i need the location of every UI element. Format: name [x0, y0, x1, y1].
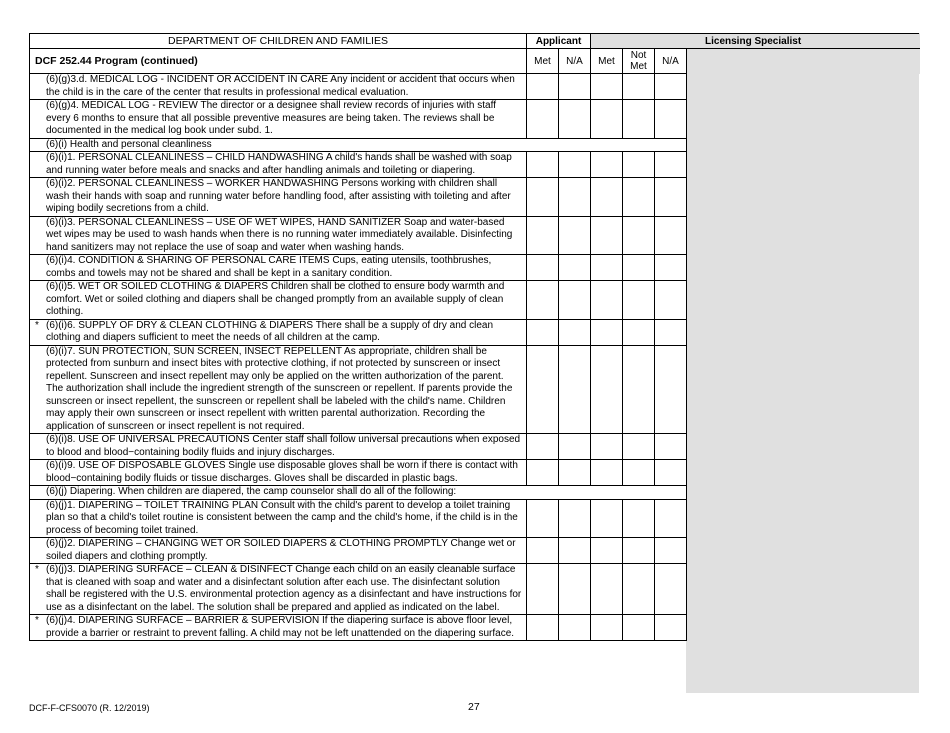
applicant-met-cell[interactable]: [527, 255, 559, 281]
applicant-na-cell[interactable]: [559, 74, 591, 100]
requirement-label: (6)(i)2. PERSONAL CLEANLINESS – WORKER HANDWASHING Persons working with children shall wash their hands with soap and running water before handling food, after assisting with toileting and after wiping bodily secretions from a child.: [46, 178, 511, 214]
ls-na-cell[interactable]: [655, 178, 687, 217]
page-number: 27: [468, 701, 480, 713]
ls-na-cell[interactable]: [655, 74, 687, 100]
ls-na-cell[interactable]: [655, 615, 687, 641]
requirement-label: (6)(j)2. DIAPERING – CHANGING WET OR SOILED DIAPERS & CLOTHING PROMPTLY Change wet or soiled diapers and clothing promptly.: [46, 538, 516, 562]
requirement-text: [30, 460, 527, 486]
ls-met-cell[interactable]: [591, 538, 623, 564]
requirement-text: [30, 615, 527, 641]
ls-met-cell[interactable]: [591, 499, 623, 538]
applicant-na-cell[interactable]: [559, 434, 591, 460]
requirement-label: (6)(g)3.d. MEDICAL LOG - INCIDENT OR ACCIDENT IN CARE Any incident or accident that occurs when the child is in the care of the center that results in professional medical evaluation.: [46, 74, 515, 98]
applicant-na-header: N/A: [559, 49, 591, 74]
checklist-row: [30, 178, 920, 217]
ls-na-cell[interactable]: [655, 281, 687, 320]
requirement-text: [30, 319, 527, 345]
ls-met-cell[interactable]: [591, 255, 623, 281]
ls-not-met-cell[interactable]: [623, 345, 655, 434]
applicant-na-cell[interactable]: [559, 538, 591, 564]
section-title: [30, 486, 687, 500]
requirement-label: (6)(j)4. DIAPERING SURFACE – BARRIER & SUPERVISION If the diapering surface is above floor level, provide a barrier or restraint to prevent falling. A child may not be left unattended on the diapering surface.: [46, 615, 515, 639]
ls-met-cell[interactable]: [591, 564, 623, 615]
asterisk-marker: *: [35, 615, 39, 626]
requirement-text: [30, 499, 527, 538]
ls-not-met-cell[interactable]: [623, 319, 655, 345]
checklist-row: [30, 152, 920, 178]
requirement-label: (6)(i)7. SUN PROTECTION, SUN SCREEN, INSECT REPELLENT As appropriate, children shall be protected from sunburn and insect bites with protective clothing, if not protected by sunscreen or insect repellent. Sunscreen and insect repellent may only be applied on the written authorization of the parent. The authorization shall include the ingredient strength of the sunscreen or repellent. If parents provide the sunscreen or insect repellent, the sunscreen or repellent shall be labeled with the child's name. Children may apply their own sunscreen or insect repellent with written parental authorization. Recording the application of sunscreen or insect repellent is not required.: [46, 345, 513, 432]
applicant-na-cell[interactable]: [559, 152, 591, 178]
applicant-met-cell[interactable]: [527, 460, 559, 486]
ls-met-cell[interactable]: [591, 319, 623, 345]
checklist-table: [29, 33, 920, 641]
requirement-text: [30, 178, 527, 217]
requirement-label: (6)(i)1. PERSONAL CLEANLINESS – CHILD HANDWASHING A child's hands shall be washed with soap and running water before meals and snacks and after handling animals and toileting or diapering.: [46, 152, 512, 176]
requirement-text: [30, 216, 527, 255]
requirement-label: (6)(g)4. MEDICAL LOG - REVIEW The director or a designee shall review records of injuries with staff every 6 months to ensure that all possible preventive measures are being taken. The reviews shall be documented in the medical log book under subd. 1.: [46, 100, 496, 136]
header-row-2: [30, 49, 920, 74]
ls-met-cell[interactable]: [591, 100, 623, 139]
ls-not-met-cell[interactable]: [623, 499, 655, 538]
checklist-row: [30, 434, 920, 460]
applicant-met-cell[interactable]: [527, 216, 559, 255]
ls-not-met-cell[interactable]: [623, 538, 655, 564]
applicant-met-cell[interactable]: [527, 434, 559, 460]
requirement-text: [30, 564, 527, 615]
ls-met-cell[interactable]: [591, 216, 623, 255]
asterisk-marker: *: [35, 319, 39, 331]
ls-na-cell[interactable]: [655, 152, 687, 178]
requirement-label: (6)(j)1. DIAPERING – TOILET TRAINING PLAN Consult with the child's parent to develop a toilet training plan so that a child's toilet routine is consistent between the camp and the child's home, if the child is in the process of becoming toilet trained.: [46, 499, 518, 536]
applicant-met-cell[interactable]: [527, 615, 559, 641]
requirement-label: (6)(j)3. DIAPERING SURFACE – CLEAN & DISINFECT Change each child on an easily cleanable surface that is cleaned with soap and water and a disinfectant solution after each use. The disinfectant solution shall be registered with the U.S. environmental protection agency as a disinfectant and have instructions for use as a disinfectant on the label. The solution shall be prepared and applied as indicated on the label.: [46, 564, 522, 613]
checklist-row: [30, 281, 920, 320]
applicant-na-cell[interactable]: [559, 319, 591, 345]
applicant-na-cell[interactable]: [559, 281, 591, 320]
section-header-row: [30, 486, 920, 500]
department-title: DEPARTMENT OF CHILDREN AND FAMILIES: [30, 34, 527, 49]
ls-na-cell[interactable]: [655, 319, 687, 345]
requirement-label: (6)(i) Health and personal cleanliness: [46, 138, 212, 150]
applicant-met-cell[interactable]: [527, 319, 559, 345]
ls-na-header: N/A: [655, 49, 687, 74]
ls-not-met-cell[interactable]: [623, 281, 655, 320]
ls-na-cell[interactable]: [655, 538, 687, 564]
applicant-met-cell[interactable]: [527, 152, 559, 178]
ls-not-met-cell[interactable]: [623, 615, 655, 641]
applicant-met-cell[interactable]: [527, 281, 559, 320]
applicant-na-cell[interactable]: [559, 216, 591, 255]
ls-not-met-cell[interactable]: [623, 216, 655, 255]
ls-not-met-cell[interactable]: [623, 564, 655, 615]
ls-not-met-cell[interactable]: [623, 178, 655, 217]
checklist-row: [30, 319, 920, 345]
checklist-row: [30, 460, 920, 486]
ls-na-cell[interactable]: [655, 434, 687, 460]
checklist-row: [30, 499, 920, 538]
checklist-row: [30, 564, 920, 615]
applicant-na-cell[interactable]: [559, 100, 591, 139]
applicant-na-cell[interactable]: [559, 460, 591, 486]
applicant-met-header: Met: [527, 49, 559, 74]
section-title: [30, 138, 687, 152]
section-header-row: [30, 138, 920, 152]
checklist-row: [30, 538, 920, 564]
ls-met-cell[interactable]: [591, 178, 623, 217]
applicant-header: Applicant: [527, 34, 591, 49]
applicant-met-cell[interactable]: [527, 564, 559, 615]
program-title: DCF 252.44 Program (continued): [30, 49, 527, 74]
requirement-label: (6)(i)8. USE OF UNIVERSAL PRECAUTIONS Center staff shall follow universal precautions when exposed to blood and blood−containing bodily fluids and injury discharges.: [46, 434, 521, 458]
requirement-text: [30, 74, 527, 100]
applicant-na-cell[interactable]: [559, 615, 591, 641]
requirement-label: (6)(i)9. USE OF DISPOSABLE GLOVES Single use disposable gloves shall be worn if there is contact with blood−containing bodily fluids or tissue discharges. Gloves shall be discarded in plastic bags.: [46, 460, 518, 484]
requirement-text: [30, 434, 527, 460]
applicant-na-cell[interactable]: [559, 178, 591, 217]
ls-met-cell[interactable]: [591, 152, 623, 178]
ls-not-met-cell[interactable]: [623, 434, 655, 460]
ls-na-cell[interactable]: [655, 564, 687, 615]
ls-comment-column: [687, 49, 920, 74]
applicant-met-cell[interactable]: [527, 100, 559, 139]
requirement-text: [30, 100, 527, 139]
ls-met-cell[interactable]: [591, 74, 623, 100]
ls-met-cell[interactable]: [591, 434, 623, 460]
checklist-row: [30, 255, 920, 281]
applicant-met-cell[interactable]: [527, 345, 559, 434]
ls-met-cell[interactable]: [591, 281, 623, 320]
ls-not-met-cell[interactable]: [623, 74, 655, 100]
ls-not-met-header: Not Met: [623, 49, 655, 74]
requirement-text: [30, 345, 527, 434]
ls-na-cell[interactable]: [655, 460, 687, 486]
ls-na-cell[interactable]: [655, 255, 687, 281]
ls-not-met-cell[interactable]: [623, 255, 655, 281]
applicant-na-cell[interactable]: [559, 499, 591, 538]
form-id: DCF-F-CFS0070 (R. 12/2019): [29, 703, 150, 713]
ls-met-cell[interactable]: [591, 345, 623, 434]
requirement-text: [30, 255, 527, 281]
checklist-row: [30, 216, 920, 255]
ls-na-cell[interactable]: [655, 499, 687, 538]
applicant-met-cell[interactable]: [527, 499, 559, 538]
header-row-1: [30, 34, 920, 49]
checklist-row: [30, 615, 920, 641]
requirement-label: (6)(i)3. PERSONAL CLEANLINESS – USE OF WET WIPES, HAND SANITIZER Soap and water-based wet wipes may be used to wash hands when there is no running water immediately available. Disinfecting hand sanitizers may not replace the use of soap and water when washing hands.: [46, 216, 513, 253]
requirement-text: [30, 538, 527, 564]
ls-not-met-cell[interactable]: [623, 152, 655, 178]
checklist-row: [30, 100, 920, 139]
applicant-met-cell[interactable]: [527, 74, 559, 100]
asterisk-marker: *: [35, 564, 39, 575]
requirement-label: (6)(i)6. SUPPLY OF DRY & CLEAN CLOTHING & DIAPERS There shall be a supply of dry and clean clothing and diapers sufficient to meet the needs of all children at the camp.: [46, 319, 494, 343]
applicant-na-cell[interactable]: [559, 564, 591, 615]
licensing-specialist-header: Licensing Specialist: [591, 34, 920, 49]
applicant-na-cell[interactable]: [559, 255, 591, 281]
ls-na-cell[interactable]: [655, 216, 687, 255]
ls-met-cell[interactable]: [591, 460, 623, 486]
requirement-label: (6)(i)5. WET OR SOILED CLOTHING & DIAPERS Children shall be clothed to ensure body warmth and comfort. Wet or soiled clothing and diapers shall be changed promptly from an available supply of clean clothing.: [46, 281, 505, 317]
checklist-row: [30, 345, 920, 434]
ls-met-header: Met: [591, 49, 623, 74]
applicant-na-cell[interactable]: [559, 345, 591, 434]
checklist-row: [30, 74, 920, 100]
requirement-text: [30, 152, 527, 178]
ls-na-cell[interactable]: [655, 345, 687, 434]
ls-met-cell[interactable]: [591, 615, 623, 641]
ls-not-met-cell[interactable]: [623, 460, 655, 486]
requirement-label: (6)(i)4. CONDITION & SHARING OF PERSONAL CARE ITEMS Cups, eating utensils, toothbrushes, combs and towels may not be shared and shall be kept in a sanitary condition.: [46, 255, 492, 279]
applicant-met-cell[interactable]: [527, 538, 559, 564]
requirement-label: (6)(j) Diapering. When children are diapered, the camp counselor shall do all of the following:: [46, 486, 457, 497]
applicant-met-cell[interactable]: [527, 178, 559, 217]
ls-na-cell[interactable]: [655, 100, 687, 139]
requirement-text: [30, 281, 527, 320]
ls-not-met-cell[interactable]: [623, 100, 655, 139]
